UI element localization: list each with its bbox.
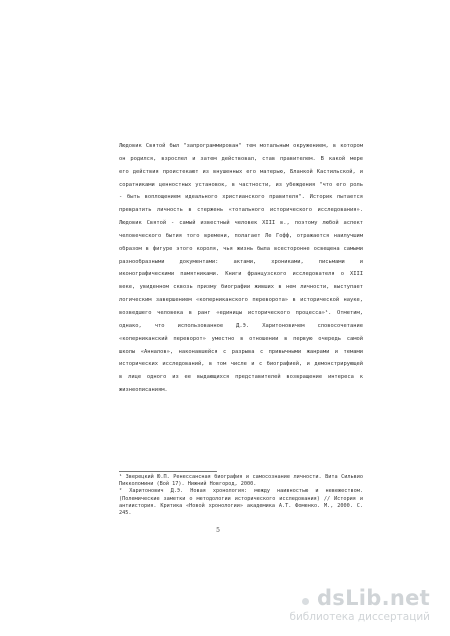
watermark-logo-row bbox=[289, 586, 430, 610]
logo-dot-icon bbox=[302, 598, 309, 605]
watermark-logo bbox=[289, 586, 430, 623]
footnote-2: ² Харитонович Д.Э. Новая хронология: между наивностью и невежеством. (Полемические заметки о методологии исторического исследования) // История и антиистория. Критика «Новой хронологии» академика А.Т. Фоменко. М., 2000. С. 245. bbox=[119, 488, 363, 517]
watermark-name: dsLib.net bbox=[316, 586, 430, 610]
footnote-1: ¹ Зверецкий Ю.П. Ренессансная биография и самосознание личности. Вита Сильвио Пикколомини (Вой 17). Нижний Новгород, 2000. bbox=[119, 474, 363, 488]
footnote-separator bbox=[119, 471, 217, 472]
footnotes bbox=[119, 474, 363, 517]
page-number: 5 bbox=[216, 527, 220, 534]
watermark-subtitle: библиотека диссертаций bbox=[289, 611, 430, 623]
body-text bbox=[119, 140, 363, 397]
paragraph: Людовик Святой был "запрограммирован" тем мотальным окружением, в котором он родился, взрослел и затем действовал, став правителем. В какой мере его действия проистекают из внушенных его матерью, Бланкой Кастильской, и соратниками ценностных установок, в частности, из убеждения "что его роль - быть воплощением идеального христианского правителя". Историк пытается превратить личность в стержень «тотального исторического исследования». Людовик Святой - самый известный человек XIII в., поэтому любой аспект человеческого бытия того времени, полагает Ле Гофф, отражается наилучшим образом в фигуре этого короля, чья жизнь была всесторонне освещена самыми разнообразными документами: актами, хрониками, письмами и иконографическими памятниками. Книги французского исследователя о XIII веке, увиденном сквозь призму биографии живших в нем личности, выступает логическим завершением «коперниканского переворота» в исторической науке, возведшего человека в ранг «единицы исторического процесса»¹. Отметим, однако, что использованное Д.Э. Харитоновичем словосочетание «коперниканский переворот» уместно в отношении в первую очередь самой школы «Анналов», наконавшейся с разрыва с привычными жанрами и темами исторических исследований, в том числе и с биографией, и демонстрирующей в лице одного из ее выдающихся представителей возвращение интереса к жизнеописаниям. bbox=[119, 143, 363, 394]
